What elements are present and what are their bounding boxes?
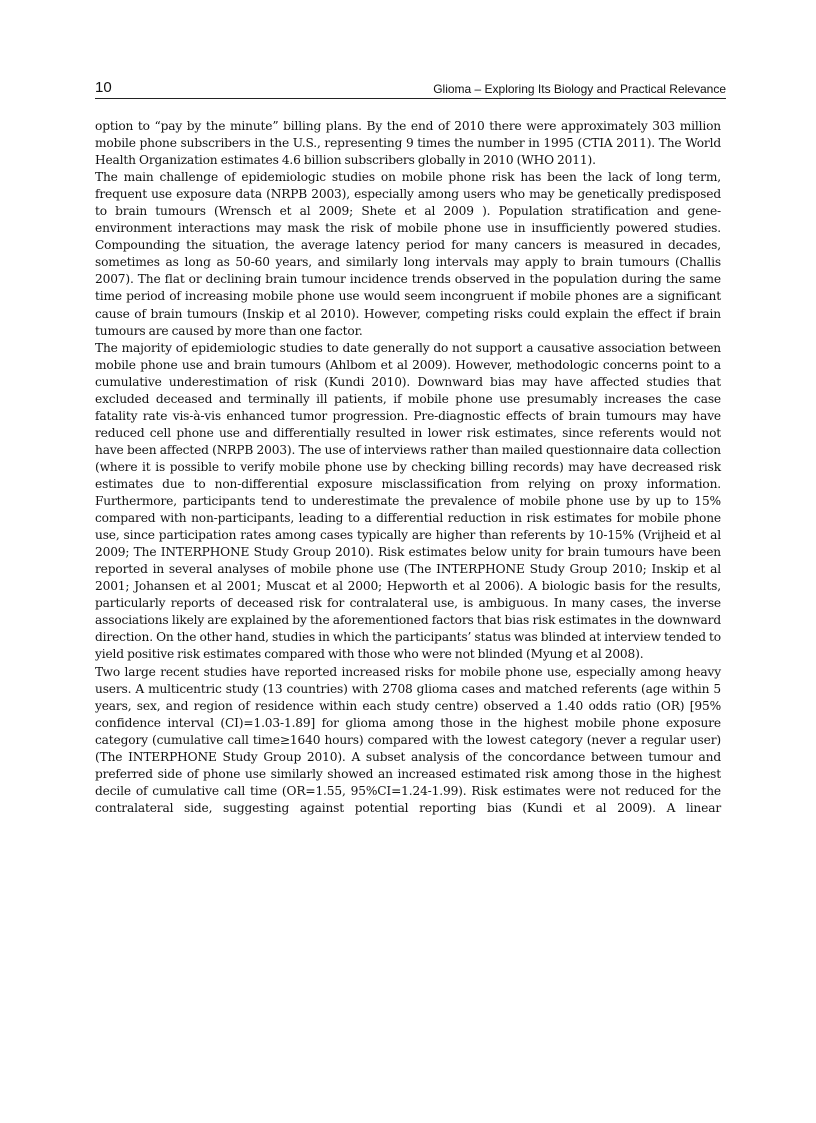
running-title: Glioma – Exploring Its Biology and Practical Relevance: [433, 82, 726, 96]
paragraph-3: The majority of epidemiologic studies to date generally do not support a causative association between mobile phone use and brain tumours (Ahlbom et al 2009). However, methodologic concerns point to a cumulative underestimation of risk (Kundi 2010). Downward bias may have affected studies that excluded deceased and terminally ill patients, if mobile phone use presumably increases the case fatality rate vis-à-vis enhanced tumor progression. Pre-diagnostic effects of brain tumours may have reduced cell phone use and differentially resulted in lower risk estimates, since referents would not have been affected (NRPB 2003). The use of interviews rather than mailed questionnaire data collection (where it is possible to verify mobile phone use by checking billing records) may have decreased risk estimates due to non-differential exposure misclassification from relying on proxy information. Furthermore, participants tend to underestimate the prevalence of mobile phone use by up to 15% compared with non-participants, leading to a differential reduction in risk estimates for mobile phone use, since participation rates among cases typically are higher than referents by 10-15% (Vrijheid et al 2009; The INTERPHONE Study Group 2010). Risk estimates below unity for brain tumours have been reported in several analyses of mobile phone use (The INTERPHONE Study Group 2010; Inskip et al 2001; Johansen et al 2001; Muscat et al 2000; Hepworth et al 2006). A biologic basis for the results, particularly reports of deceased risk for contralateral use, is ambiguous. In many cases, the inverse associations likely are explained by the aforementioned factors that bias risk estimates in the downward direction. On the other hand, studies in which the participants’ status was blinded at interview tended to yield positive risk estimates compared with those who were not blinded (Myung et al 2008).: [95, 340, 721, 662]
page-header: [95, 80, 726, 99]
body-text: [95, 118, 721, 817]
page-number: 10: [95, 79, 112, 96]
paragraph-4: Two large recent studies have reported increased risks for mobile phone use, especially among heavy users. A multicentric study (13 countries) with 2708 glioma cases and matched referents (age within 5 years, sex, and region of residence within each study centre) observed a 1.40 odds ratio (OR) [95% confidence interval (CI)=1.03-1.89] for glioma among those in the highest mobile phone exposure category (cumulative call time≥1640 hours) compared with the lowest category (never a regular user) (The INTERPHONE Study Group 2010). A subset analysis of the concordance between tumour and preferred side of phone use similarly showed an increased estimated risk among those in the highest decile of cumulative call time (OR=1.55, 95%CI=1.24-1.99). Risk estimates were not reduced for the contralateral side, suggesting against potential reporting bias (Kundi et al 2009). A linear: [95, 664, 721, 815]
paragraph-1: option to “pay by the minute” billing plans. By the end of 2010 there were approximately 303 million mobile phone subscribers in the U.S., representing 9 times the number in 1995 (CTIA 2011). The World Health Organization estimates 4.6 billion subscribers globally in 2010 (WHO 2011).: [95, 119, 721, 168]
paragraph-2: The main challenge of epidemiologic studies on mobile phone risk has been the lack of long term, frequent use exposure data (NRPB 2003), especially among users who may be genetically predisposed to brain tumours (Wrensch et al 2009; Shete et al 2009 ). Population stratification and gene-environment interactions may mask the risk of mobile phone use in insufficiently powered studies. Compounding the situation, the average latency period for many cancers is measured in decades, sometimes as long as 50-60 years, and similarly long intervals may apply to brain tumours (Challis 2007). The flat or declining brain tumour incidence trends observed in the population during the same time period of increasing mobile phone use would seem incongruent if mobile phones are a significant cause of brain tumours (Inskip et al 2010). However, competing risks could explain the effect if brain tumours are caused by more than one factor.: [95, 170, 721, 338]
